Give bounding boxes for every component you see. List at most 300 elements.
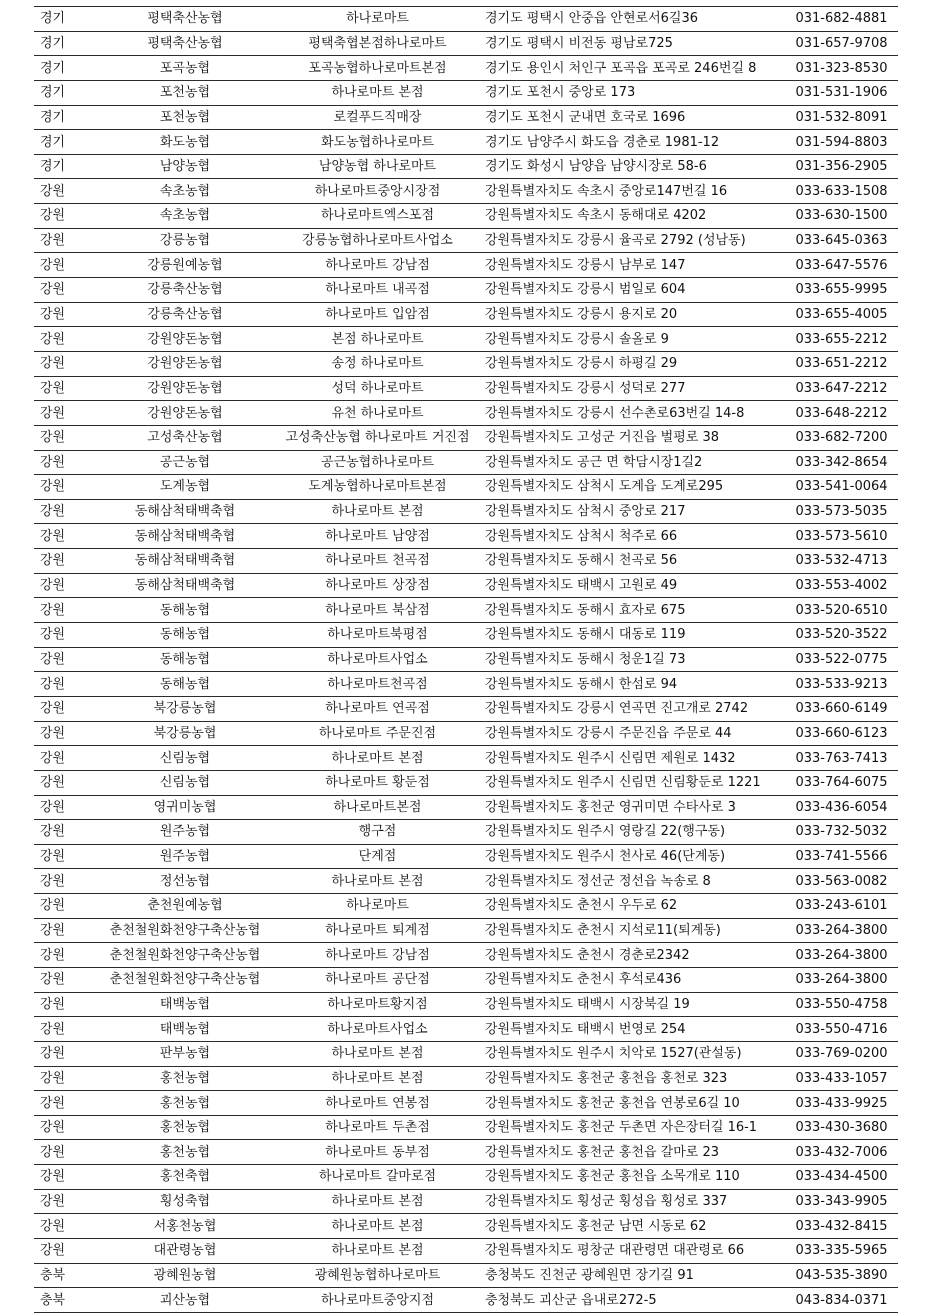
address-cell: 강원특별자치도 홍천군 영귀미면 수타사로 3 [475,795,785,820]
cooperative-cell: 횡성축협 [90,1189,280,1214]
store-name-cell: 하나로마트 본점 [280,746,475,771]
table-row [34,475,898,500]
cooperative-cell: 춘천원예농협 [90,894,280,919]
store-name-cell: 하나로마트 본점 [280,1214,475,1239]
phone-cell: 033-682-7200 [785,425,898,450]
cooperative-cell: 서홍천농협 [90,1214,280,1239]
store-name-cell: 하나로마트 입암점 [280,302,475,327]
store-name-cell: 하나로마트 본점 [280,1041,475,1066]
address-cell: 강원특별자치도 강릉시 성덕로 277 [475,376,785,401]
region-cell: 강원 [34,278,90,303]
phone-cell: 033-533-9213 [785,672,898,697]
store-name-cell: 하나로마트황지점 [280,992,475,1017]
address-cell: 강원특별자치도 홍천군 홍천읍 갈마로 23 [475,1140,785,1165]
table-row [34,820,898,845]
store-name-cell: 하나로마트천곡점 [280,672,475,697]
phone-cell: 031-657-9708 [785,31,898,56]
table-row [34,105,898,130]
table-row [34,721,898,746]
address-cell: 강원특별자치도 홍천군 홍천읍 소목개로 110 [475,1165,785,1190]
address-cell: 강원특별자치도 횡성군 횡성읍 횡성로 337 [475,1189,785,1214]
phone-cell: 033-520-6510 [785,598,898,623]
address-cell: 강원특별자치도 홍천군 두촌면 자은장터길 16-1 [475,1115,785,1140]
phone-cell: 031-532-8091 [785,105,898,130]
address-cell: 강원특별자치도 춘천시 경춘로2342 [475,943,785,968]
store-name-cell: 하나로마트 본점 [280,1239,475,1264]
store-name-cell: 하나로마트사업소 [280,647,475,672]
phone-cell: 033-648-2212 [785,401,898,426]
table-row [34,1288,898,1313]
cooperative-cell: 강원양돈농협 [90,351,280,376]
region-cell: 강원 [34,499,90,524]
cooperative-cell: 포곡농협 [90,56,280,81]
table-row [34,450,898,475]
table-row [34,1066,898,1091]
phone-cell: 033-563-0082 [785,869,898,894]
cooperative-cell: 강원양돈농협 [90,376,280,401]
table-row [34,1017,898,1042]
store-name-cell: 하나로마트중앙시장점 [280,179,475,204]
store-name-cell: 하나로마트 동부점 [280,1140,475,1165]
region-cell: 강원 [34,869,90,894]
cooperative-cell: 춘천철원화천양구축산농협 [90,943,280,968]
address-cell: 강원특별자치도 삼척시 도계읍 도계로295 [475,475,785,500]
cooperative-cell: 평택축산농협 [90,31,280,56]
region-cell: 강원 [34,1189,90,1214]
cooperative-cell: 신림농협 [90,770,280,795]
address-cell: 강원특별자치도 강릉시 용지로 20 [475,302,785,327]
cooperative-cell: 강릉축산농협 [90,278,280,303]
table-row [34,1263,898,1288]
store-name-cell: 하나로마트 내곡점 [280,278,475,303]
table-row [34,1140,898,1165]
cooperative-cell: 포천농협 [90,80,280,105]
address-cell: 강원특별자치도 홍천군 남면 시동로 62 [475,1214,785,1239]
phone-cell: 033-430-3680 [785,1115,898,1140]
cooperative-cell: 동해삼척태백축협 [90,499,280,524]
phone-cell: 033-647-2212 [785,376,898,401]
store-name-cell: 평택축협본점하나로마트 [280,31,475,56]
address-cell: 강원특별자치도 강릉시 율곡로 2792 (성남동) [475,228,785,253]
table-row [34,1165,898,1190]
region-cell: 강원 [34,820,90,845]
cooperative-cell: 속초농협 [90,179,280,204]
table-row [34,130,898,155]
store-name-cell: 하나로마트 남양점 [280,524,475,549]
store-name-cell: 하나로마트 본점 [280,869,475,894]
region-cell: 강원 [34,401,90,426]
address-cell: 강원특별자치도 원주시 천사로 46(단계동) [475,844,785,869]
region-cell: 강원 [34,228,90,253]
cooperative-cell: 포천농협 [90,105,280,130]
address-cell: 충청북도 괴산군 읍내로272-5 [475,1288,785,1313]
cooperative-cell: 강원양돈농협 [90,401,280,426]
address-cell: 강원특별자치도 속초시 중앙로147번길 16 [475,179,785,204]
table-row [34,573,898,598]
phone-cell: 031-531-1906 [785,80,898,105]
region-cell: 강원 [34,1115,90,1140]
phone-cell: 031-323-8530 [785,56,898,81]
store-name-cell: 하나로마트 본점 [280,80,475,105]
region-cell: 강원 [34,524,90,549]
table-row [34,56,898,81]
region-cell: 경기 [34,154,90,179]
table-row [34,278,898,303]
cooperative-cell: 동해농협 [90,672,280,697]
table-row [34,524,898,549]
phone-cell: 031-356-2905 [785,154,898,179]
cooperative-cell: 속초농협 [90,204,280,229]
address-cell: 강원특별자치도 원주시 치악로 1527(관설동) [475,1041,785,1066]
cooperative-cell: 홍천축협 [90,1165,280,1190]
store-name-cell: 광혜원농협하나로마트 [280,1263,475,1288]
address-cell: 강원특별자치도 원주시 영랑길 22(행구동) [475,820,785,845]
table-row [34,549,898,574]
region-cell: 강원 [34,351,90,376]
address-cell: 경기도 포천시 중앙로 173 [475,80,785,105]
region-cell: 강원 [34,1041,90,1066]
table-row [34,499,898,524]
region-cell: 경기 [34,31,90,56]
phone-cell: 033-432-8415 [785,1214,898,1239]
store-name-cell: 유천 하나로마트 [280,401,475,426]
address-cell: 경기도 평택시 안중읍 안현로서6길36 [475,7,785,32]
table-row [34,869,898,894]
cooperative-cell: 대관령농협 [90,1239,280,1264]
address-cell: 강원특별자치도 강릉시 하평길 29 [475,351,785,376]
store-name-cell: 하나로마트엑스포점 [280,204,475,229]
phone-cell: 031-682-4881 [785,7,898,32]
region-cell: 강원 [34,204,90,229]
cooperative-cell: 강릉축산농협 [90,302,280,327]
region-cell: 강원 [34,1165,90,1190]
region-cell: 충북 [34,1263,90,1288]
table-row [34,376,898,401]
phone-cell: 033-573-5035 [785,499,898,524]
region-cell: 강원 [34,475,90,500]
address-cell: 강원특별자치도 강릉시 주문진읍 주문로 44 [475,721,785,746]
region-cell: 강원 [34,672,90,697]
table-row [34,31,898,56]
cooperative-cell: 북강릉농협 [90,721,280,746]
region-cell: 강원 [34,1017,90,1042]
phone-cell: 043-834-0371 [785,1288,898,1313]
address-cell: 강원특별자치도 홍천군 홍천읍 연봉로6길 10 [475,1091,785,1116]
table-row [34,943,898,968]
table-row [34,967,898,992]
table-row [34,992,898,1017]
store-name-cell: 하나로마트 상장점 [280,573,475,598]
address-cell: 강원특별자치도 강릉시 솔올로 9 [475,327,785,352]
cooperative-cell: 동해삼척태백축협 [90,524,280,549]
region-cell: 강원 [34,746,90,771]
table-row [34,623,898,648]
region-cell: 강원 [34,647,90,672]
address-cell: 강원특별자치도 춘천시 우두로 62 [475,894,785,919]
region-cell: 강원 [34,179,90,204]
address-cell: 강원특별자치도 원주시 신림면 제원로 1432 [475,746,785,771]
cooperative-cell: 강릉농협 [90,228,280,253]
region-cell: 강원 [34,918,90,943]
store-name-cell: 하나로마트 퇴계점 [280,918,475,943]
cooperative-cell: 동해농협 [90,623,280,648]
cooperative-cell: 공근농협 [90,450,280,475]
store-name-cell: 남양농협 하나로마트 [280,154,475,179]
phone-cell: 033-434-4500 [785,1165,898,1190]
address-cell: 강원특별자치도 춘천시 지석로11(퇴계동) [475,918,785,943]
cooperative-cell: 동해농협 [90,598,280,623]
cooperative-cell: 강원양돈농협 [90,327,280,352]
cooperative-cell: 화도농협 [90,130,280,155]
store-table-container [34,6,898,1313]
table-row [34,844,898,869]
store-name-cell: 하나로마트 북삼점 [280,598,475,623]
store-name-cell: 하나로마트 [280,894,475,919]
table-row [34,672,898,697]
region-cell: 강원 [34,992,90,1017]
store-name-cell: 하나로마트 두촌점 [280,1115,475,1140]
phone-cell: 033-550-4758 [785,992,898,1017]
phone-cell: 033-335-5965 [785,1239,898,1264]
region-cell: 충북 [34,1288,90,1313]
store-name-cell: 하나로마트 강남점 [280,943,475,968]
address-cell: 강원특별자치도 공근 면 학담시장1길2 [475,450,785,475]
address-cell: 강원특별자치도 삼척시 척주로 66 [475,524,785,549]
region-cell: 강원 [34,573,90,598]
region-cell: 경기 [34,80,90,105]
phone-cell: 033-264-3800 [785,943,898,968]
store-name-cell: 송정 하나로마트 [280,351,475,376]
address-cell: 충청북도 진천군 광혜원면 장기길 91 [475,1263,785,1288]
address-cell: 강원특별자치도 강릉시 범일로 604 [475,278,785,303]
cooperative-cell: 신림농협 [90,746,280,771]
address-cell: 강원특별자치도 강릉시 연곡면 진고개로 2742 [475,696,785,721]
phone-cell: 033-432-7006 [785,1140,898,1165]
phone-cell: 033-522-0775 [785,647,898,672]
cooperative-cell: 동해삼척태백축협 [90,573,280,598]
phone-cell: 033-769-0200 [785,1041,898,1066]
phone-cell: 033-264-3800 [785,918,898,943]
store-name-cell: 로컬푸드직매장 [280,105,475,130]
cooperative-cell: 광혜원농협 [90,1263,280,1288]
address-cell: 강원특별자치도 동해시 청운1길 73 [475,647,785,672]
address-cell: 경기도 용인시 처인구 포곡읍 포곡로 246번길 8 [475,56,785,81]
cooperative-cell: 판부농협 [90,1041,280,1066]
store-name-cell: 성덕 하나로마트 [280,376,475,401]
address-cell: 강원특별자치도 강릉시 선수촌로63번길 14-8 [475,401,785,426]
store-name-cell: 하나로마트 본점 [280,1066,475,1091]
region-cell: 강원 [34,1091,90,1116]
cooperative-cell: 홍천농협 [90,1115,280,1140]
store-table-body [34,7,898,1313]
phone-cell: 033-541-0064 [785,475,898,500]
region-cell: 강원 [34,1066,90,1091]
region-cell: 강원 [34,943,90,968]
phone-cell: 033-655-2212 [785,327,898,352]
region-cell: 강원 [34,302,90,327]
phone-cell: 033-264-3800 [785,967,898,992]
region-cell: 경기 [34,105,90,130]
address-cell: 강원특별자치도 동해시 효자로 675 [475,598,785,623]
region-cell: 강원 [34,967,90,992]
table-row [34,253,898,278]
cooperative-cell: 정선농협 [90,869,280,894]
table-row [34,302,898,327]
store-name-cell: 고성축산농협 하나로마트 거진점 [280,425,475,450]
address-cell: 경기도 평택시 비전동 평남로725 [475,31,785,56]
phone-cell: 033-645-0363 [785,228,898,253]
phone-cell: 033-550-4716 [785,1017,898,1042]
phone-cell: 033-433-1057 [785,1066,898,1091]
cooperative-cell: 남양농협 [90,154,280,179]
phone-cell: 031-594-8803 [785,130,898,155]
table-row [34,1239,898,1264]
store-name-cell: 행구점 [280,820,475,845]
address-cell: 경기도 화성시 남양읍 남양시장로 58-6 [475,154,785,179]
region-cell: 경기 [34,56,90,81]
address-cell: 강원특별자치도 고성군 거진읍 벌평로 38 [475,425,785,450]
cooperative-cell: 영귀미농협 [90,795,280,820]
store-name-cell: 하나로마트 갈마로점 [280,1165,475,1190]
table-row [34,795,898,820]
table-row [34,154,898,179]
phone-cell: 033-436-6054 [785,795,898,820]
address-cell: 강원특별자치도 강릉시 남부로 147 [475,253,785,278]
phone-cell: 033-573-5610 [785,524,898,549]
region-cell: 강원 [34,253,90,278]
phone-cell: 033-553-4002 [785,573,898,598]
table-row [34,647,898,672]
table-row [34,746,898,771]
address-cell: 경기도 포천시 군내면 호국로 1696 [475,105,785,130]
region-cell: 경기 [34,7,90,32]
store-name-cell: 하나로마트사업소 [280,1017,475,1042]
phone-cell: 033-655-9995 [785,278,898,303]
table-row [34,7,898,32]
address-cell: 강원특별자치도 정선군 정선읍 녹송로 8 [475,869,785,894]
store-name-cell: 강릉농협하나로마트사업소 [280,228,475,253]
cooperative-cell: 동해삼척태백축협 [90,549,280,574]
cooperative-cell: 도계농협 [90,475,280,500]
region-cell: 강원 [34,1214,90,1239]
phone-cell: 033-633-1508 [785,179,898,204]
store-name-cell: 하나로마트 강남점 [280,253,475,278]
address-cell: 강원특별자치도 태백시 고원로 49 [475,573,785,598]
store-name-cell: 도계농협하나로마트본점 [280,475,475,500]
cooperative-cell: 강릉원예농협 [90,253,280,278]
address-cell: 강원특별자치도 태백시 시장북길 19 [475,992,785,1017]
store-table [34,6,898,1313]
table-row [34,179,898,204]
table-row [34,228,898,253]
store-name-cell: 하나로마트본점 [280,795,475,820]
phone-cell: 033-243-6101 [785,894,898,919]
phone-cell: 043-535-3890 [785,1263,898,1288]
cooperative-cell: 춘천철원화천양구축산농협 [90,967,280,992]
cooperative-cell: 동해농협 [90,647,280,672]
phone-cell: 033-342-8654 [785,450,898,475]
store-name-cell: 하나로마트 본점 [280,499,475,524]
table-row [34,1115,898,1140]
phone-cell: 033-433-9925 [785,1091,898,1116]
phone-cell: 033-343-9905 [785,1189,898,1214]
region-cell: 강원 [34,844,90,869]
store-name-cell: 화도농협하나로마트 [280,130,475,155]
address-cell: 강원특별자치도 동해시 대동로 119 [475,623,785,648]
cooperative-cell: 홍천농협 [90,1091,280,1116]
store-name-cell: 단계점 [280,844,475,869]
address-cell: 강원특별자치도 원주시 신림면 신림황둔로 1221 [475,770,785,795]
address-cell: 강원특별자치도 평창군 대관령면 대관령로 66 [475,1239,785,1264]
region-cell: 강원 [34,1239,90,1264]
cooperative-cell: 춘천철원화천양구축산농협 [90,918,280,943]
phone-cell: 033-532-4713 [785,549,898,574]
store-name-cell: 하나로마트 황둔점 [280,770,475,795]
table-row [34,1189,898,1214]
address-cell: 강원특별자치도 삼척시 중앙로 217 [475,499,785,524]
address-cell: 경기도 남양주시 화도읍 경춘로 1981-12 [475,130,785,155]
table-row [34,425,898,450]
cooperative-cell: 평택축산농협 [90,7,280,32]
table-row [34,1214,898,1239]
phone-cell: 033-732-5032 [785,820,898,845]
phone-cell: 033-764-6075 [785,770,898,795]
store-name-cell: 하나로마트 본점 [280,1189,475,1214]
region-cell: 강원 [34,549,90,574]
cooperative-cell: 고성축산농협 [90,425,280,450]
region-cell: 강원 [34,770,90,795]
table-row [34,1091,898,1116]
region-cell: 강원 [34,376,90,401]
cooperative-cell: 북강릉농협 [90,696,280,721]
phone-cell: 033-651-2212 [785,351,898,376]
cooperative-cell: 홍천농협 [90,1066,280,1091]
region-cell: 강원 [34,623,90,648]
region-cell: 강원 [34,327,90,352]
store-name-cell: 하나로마트 주문진점 [280,721,475,746]
table-row [34,918,898,943]
table-row [34,1041,898,1066]
cooperative-cell: 태백농협 [90,1017,280,1042]
address-cell: 강원특별자치도 홍천군 홍천읍 홍천로 323 [475,1066,785,1091]
phone-cell: 033-763-7413 [785,746,898,771]
phone-cell: 033-647-5576 [785,253,898,278]
table-row [34,80,898,105]
table-row [34,894,898,919]
store-name-cell: 하나로마트 천곡점 [280,549,475,574]
table-row [34,696,898,721]
store-name-cell: 공근농협하나로마트 [280,450,475,475]
region-cell: 강원 [34,721,90,746]
cooperative-cell: 원주농협 [90,844,280,869]
address-cell: 강원특별자치도 태백시 번영로 254 [475,1017,785,1042]
cooperative-cell: 원주농협 [90,820,280,845]
address-cell: 강원특별자치도 동해시 한섬로 94 [475,672,785,697]
address-cell: 강원특별자치도 속초시 동해대로 4202 [475,204,785,229]
phone-cell: 033-655-4005 [785,302,898,327]
region-cell: 강원 [34,425,90,450]
table-row [34,598,898,623]
address-cell: 강원특별자치도 춘천시 후석로436 [475,967,785,992]
store-name-cell: 하나로마트북평점 [280,623,475,648]
store-name-cell: 하나로마트 연봉점 [280,1091,475,1116]
store-name-cell: 하나로마트중앙지점 [280,1288,475,1313]
cooperative-cell: 태백농협 [90,992,280,1017]
region-cell: 강원 [34,450,90,475]
address-cell: 강원특별자치도 동해시 천곡로 56 [475,549,785,574]
table-row [34,401,898,426]
phone-cell: 033-630-1500 [785,204,898,229]
